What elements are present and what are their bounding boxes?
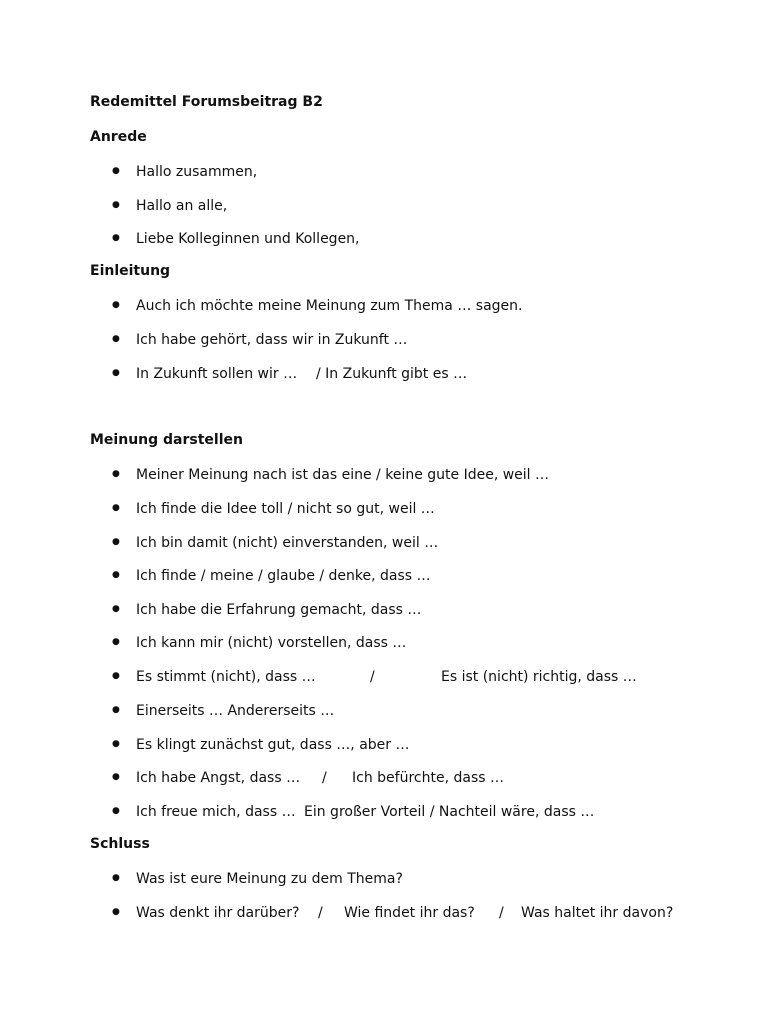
bullet-icon: ●	[112, 705, 120, 715]
section-heading-schluss: Schluss	[90, 836, 150, 852]
list-item-text: Hallo an alle,	[136, 198, 228, 214]
list-item-text: Es stimmt (nicht), dass …	[136, 669, 316, 685]
section-heading-meinung: Meinung darstellen	[90, 432, 243, 448]
bullet-icon: ●	[112, 503, 120, 513]
list-item-text: Was denkt ihr darüber?	[136, 905, 300, 921]
list-item-text: / In Zukunft gibt es …	[316, 366, 468, 382]
list-item-text: Meiner Meinung nach ist das eine / keine gute Idee, weil …	[136, 467, 550, 483]
bullet-icon: ●	[112, 671, 120, 681]
list-item-text: Was haltet ihr davon?	[521, 905, 674, 921]
list-item-text: Es ist (nicht) richtig, dass …	[441, 669, 637, 685]
separator-text: /	[370, 669, 375, 685]
list-item	[112, 735, 410, 755]
bullet-icon: ●	[112, 873, 120, 883]
bullet-icon: ●	[112, 604, 120, 614]
list-item	[112, 162, 257, 182]
list-item-text: Ich bin damit (nicht) einverstanden, weil …	[136, 535, 439, 551]
bullet-icon: ●	[112, 469, 120, 479]
list-item-text: Ein großer Vorteil / Nachteil wäre, dass …	[304, 804, 595, 820]
list-item-text: Ich freue mich, dass …	[136, 804, 296, 820]
bullet-icon: ●	[112, 166, 120, 176]
bullet-icon: ●	[112, 570, 120, 580]
list-item	[112, 364, 467, 384]
separator-text: /	[322, 770, 327, 786]
list-item-text: Was ist eure Meinung zu dem Thema?	[136, 871, 403, 887]
bullet-icon: ●	[112, 300, 120, 310]
list-item	[112, 667, 637, 687]
bullet-icon: ●	[112, 233, 120, 243]
document-title: Redemittel Forumsbeitrag B2	[90, 94, 323, 110]
list-item	[112, 533, 438, 553]
bullet-icon: ●	[112, 368, 120, 378]
list-item	[112, 802, 594, 822]
bullet-icon: ●	[112, 739, 120, 749]
list-item	[112, 903, 673, 923]
bullet-icon: ●	[112, 806, 120, 816]
list-item	[112, 600, 421, 620]
list-item	[112, 330, 407, 350]
list-item	[112, 869, 403, 889]
bullet-icon: ●	[112, 200, 120, 210]
bullet-icon: ●	[112, 334, 120, 344]
bullet-icon: ●	[112, 772, 120, 782]
section-heading-einleitung: Einleitung	[90, 263, 171, 279]
section-heading-anrede: Anrede	[90, 129, 147, 145]
list-item-text: Hallo zusammen,	[136, 164, 258, 180]
list-item-text: Liebe Kolleginnen und Kollegen,	[136, 231, 360, 247]
list-item	[112, 196, 227, 216]
separator-text: /	[318, 905, 323, 921]
bullet-icon: ●	[112, 537, 120, 547]
list-item	[112, 633, 406, 653]
list-item-text: Es klingt zunächst gut, dass …, aber …	[136, 737, 410, 753]
bullet-icon: ●	[112, 907, 120, 917]
list-item-text: Auch ich möchte meine Meinung zum Thema … sagen.	[136, 298, 523, 314]
list-item	[112, 296, 522, 316]
list-item	[112, 566, 431, 586]
separator-text: /	[499, 905, 504, 921]
list-item-text: Ich befürchte, dass …	[352, 770, 504, 786]
list-item-text: Ich habe Angst, dass …	[136, 770, 301, 786]
list-item-text: Ich finde / meine / glaube / denke, dass …	[136, 568, 431, 584]
list-item-text: In Zukunft sollen wir …	[136, 366, 298, 382]
list-item-text: Ich finde die Idee toll / nicht so gut, weil …	[136, 501, 435, 517]
list-item	[112, 229, 360, 249]
list-item-text: Einerseits … Andererseits …	[136, 703, 335, 719]
list-item	[112, 499, 435, 519]
list-item	[112, 465, 549, 485]
list-item-text: Wie findet ihr das?	[344, 905, 475, 921]
list-item-text: Ich kann mir (nicht) vorstellen, dass …	[136, 635, 407, 651]
list-item-text: Ich habe gehört, dass wir in Zukunft …	[136, 332, 408, 348]
list-item-text: Ich habe die Erfahrung gemacht, dass …	[136, 602, 422, 618]
list-item	[112, 701, 334, 721]
bullet-icon: ●	[112, 637, 120, 647]
list-item	[112, 768, 504, 788]
